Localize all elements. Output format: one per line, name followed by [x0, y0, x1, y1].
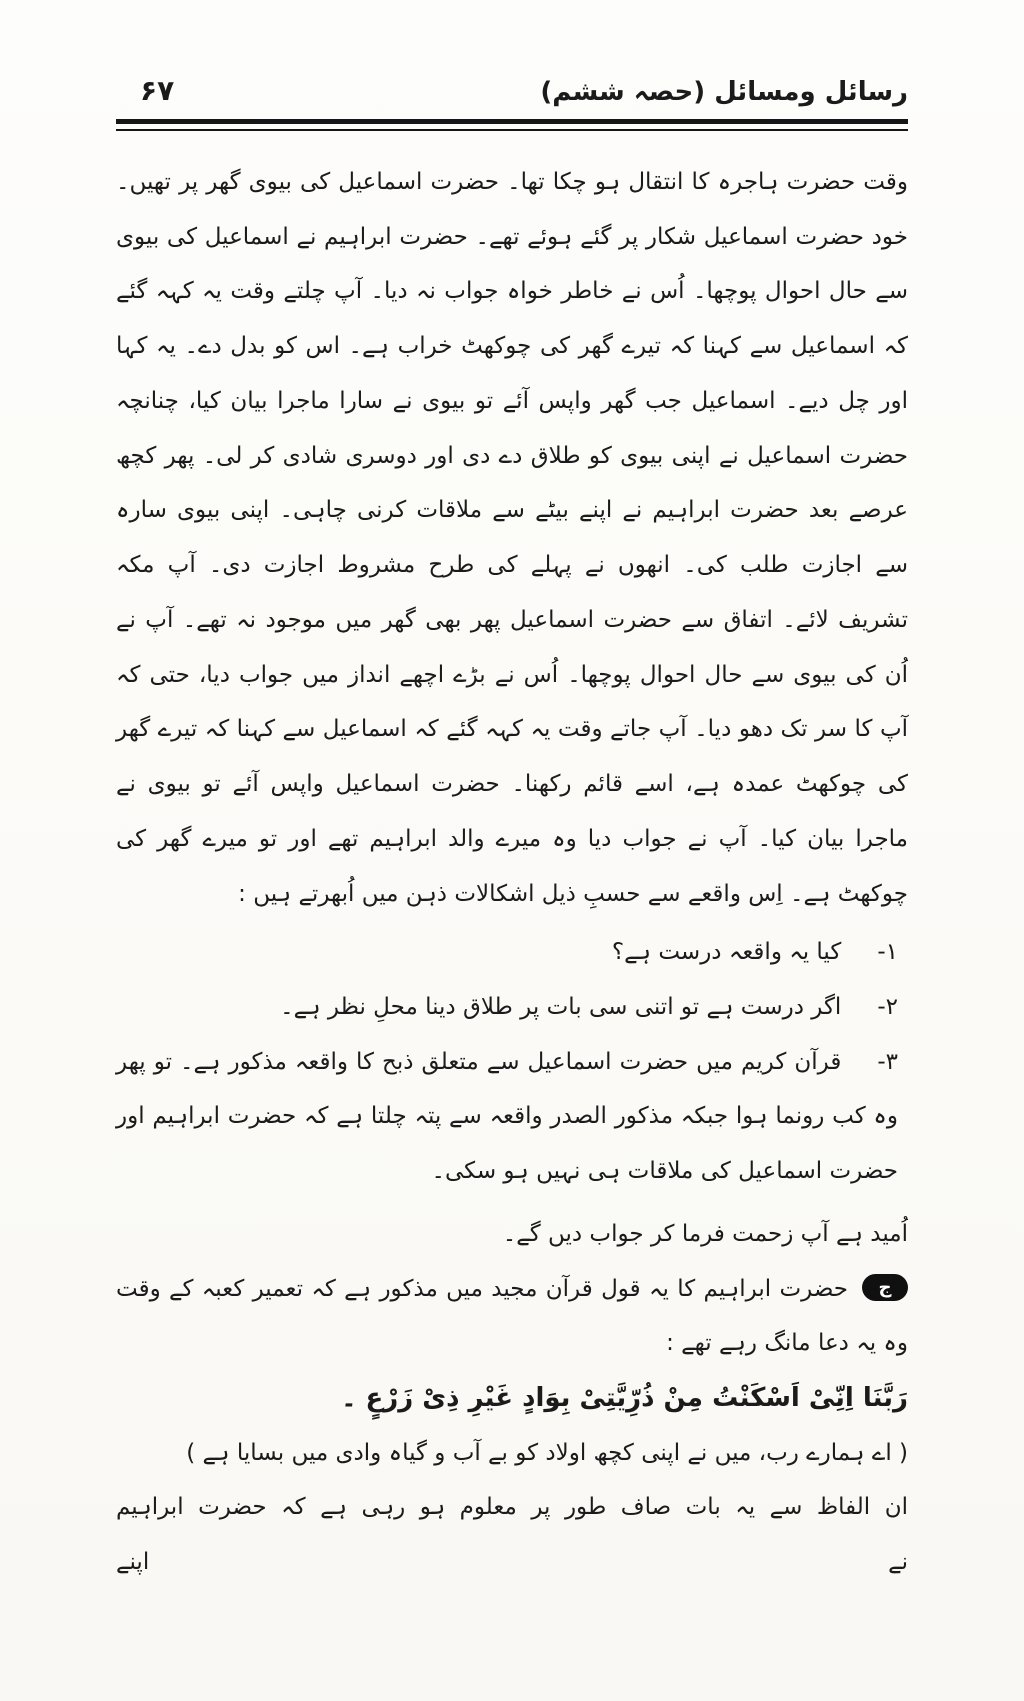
question-number: ۳- [877, 1048, 898, 1075]
question-item [116, 925, 898, 980]
page-number: ۶۷ [140, 74, 175, 107]
opening-paragraph: وقت حضرت ہاجرہ کا انتقال ہو چکا تھا۔ حضرت اسماعیل کی بیوی گھر پر تھیں۔ خود حضرت اسماعیل شکار پر گئے ہوئے تھے۔ حضرت ابراہیم نے اسماعیل کی بیوی سے حال احوال پوچھا۔ اُس نے خاطر خواہ جواب نہ دیا۔ آپ چلتے وقت یہ کہہ گئے کہ اسماعیل سے کہنا کہ تیرے گھر کی چوکھٹ خراب ہے۔ اس کو بدل دے۔ یہ کہا اور چل دیے۔ اسماعیل جب گھر واپس آئے تو بیوی نے سارا ماجرا بیان کیا، چنانچہ حضرت اسماعیل نے اپنی بیوی کو طلاق دے دی اور دوسری شادی کر لی۔ پھر کچھ عرصے بعد حضرت ابراہیم نے اپنے بیٹے سے ملاقات کرنی چاہی۔ اپنی بیوی سارہ سے اجازت طلب کی۔ انھوں نے پہلے کی طرح مشروط اجازت دی۔ آپ مکہ تشریف لائے۔ اتفاق سے حضرت اسماعیل پھر بھی گھر میں موجود نہ تھے۔ آپ نے اُن کی بیوی سے حال احوال پوچھا۔ اُس نے بڑے اچھے انداز میں جواب دیا، حتی کہ آپ کا سر تک دھو دیا۔ آپ جاتے وقت یہ کہہ گئے کہ اسماعیل سے کہنا کہ تیرے گھر کی چوکھٹ عمدہ ہے، اسے قائم رکھنا۔ حضرت اسماعیل واپس آئے تو بیوی نے ماجرا بیان کیا۔ آپ نے جواب دیا وہ میرے والد ابراہیم تھے اور تو میرے گھر کی چوکھٹ ہے۔ اِس واقعے سے حسبِ ذیل اشکالات ذہن میں اُبھرتے ہیں : [116, 169, 908, 907]
questions-list [116, 925, 898, 1199]
answer-paragraph [116, 1262, 908, 1371]
quran-verse: رَبَّنَا اِنِّیْ اَسْکَنْتُ مِنْ ذُرِّیَّتِیْ بِوَادٍ غَیْرِ ذِیْ زَرْعٍ ۔ [341, 1383, 908, 1414]
answer-marker-badge: ج [862, 1274, 908, 1301]
answer-intro-text: حضرت ابراہیم کا یہ قول قرآن مجید میں مذکور ہے کہ تعمیر کعبہ کے وقت وہ یہ دعا مانگ رہے تھے : [116, 1275, 908, 1357]
book-title: رسائل ومسائل (حصہ ششم) [540, 77, 908, 107]
question-item [116, 980, 898, 1035]
body-continuation: ان الفاظ سے یہ بات صاف طور پر معلوم ہو رہی ہے کہ حضرت ابراہیم نے اپنے [116, 1494, 908, 1576]
question-number: ۲- [877, 994, 898, 1021]
question-text: قرآن کریم میں حضرت اسماعیل سے متعلق ذبح کا واقعہ مذکور ہے۔ تو پھر وہ کب رونما ہوا جبکہ مذکور الصدر واقعہ سے پتہ چلتا ہے کہ حضرت ابراہیم اور حضرت اسماعیل کی ملاقات ہی نہیں ہو سکی۔ [116, 1048, 898, 1185]
question-text: کیا یہ واقعہ درست ہے؟ [611, 939, 842, 966]
closing-request: اُمید ہے آپ زحمت فرما کر جواب دیں گے۔ [502, 1220, 908, 1247]
header-rule [116, 119, 908, 131]
question-text: اگر درست ہے تو اتنی سی بات پر طلاق دینا محلِ نظر ہے۔ [280, 994, 842, 1021]
verse-translation: ( اے ہمارے رب، میں نے اپنی کچھ اولاد کو بے آب و گیاہ وادی میں بسایا ہے ) [186, 1439, 908, 1466]
page-header [116, 74, 908, 107]
question-number: ۱- [877, 939, 898, 966]
question-item [116, 1035, 898, 1199]
page-body [116, 155, 908, 1590]
